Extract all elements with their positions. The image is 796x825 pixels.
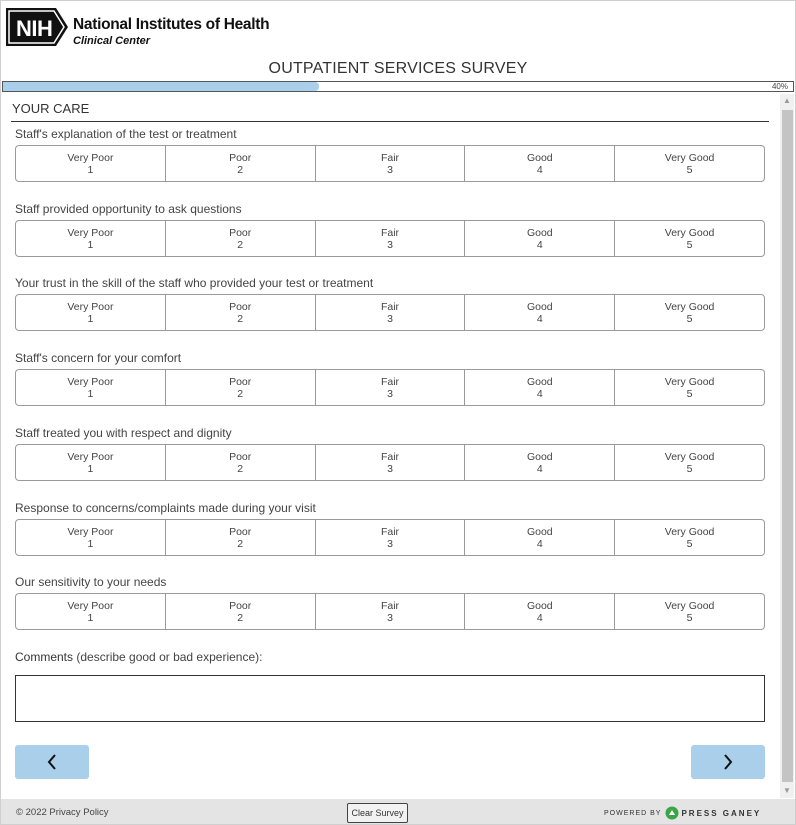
rating-option-label: Fair: [380, 525, 400, 538]
rating-option[interactable]: [315, 445, 465, 480]
press-ganey-logo-icon: [665, 806, 679, 820]
rating-option-label: Very Poor: [67, 375, 114, 388]
rating-option[interactable]: [165, 221, 315, 256]
rating-option-label: Poor: [229, 300, 252, 313]
rating-option-label: Fair: [380, 599, 400, 612]
survey-title: OUTPATIENT SERVICES SURVEY: [268, 60, 528, 77]
rating-scale: [15, 145, 765, 182]
question-item: [15, 127, 765, 182]
org-subtitle: Clinical Center: [73, 35, 151, 47]
rating-option-label: Fair: [380, 450, 400, 463]
rating-option[interactable]: [315, 295, 465, 330]
question-label: Response to concerns/complaints made during your visit: [15, 501, 316, 515]
question-label: Staff's explanation of the test or treatment: [15, 127, 237, 141]
rating-option-value: 2: [237, 537, 244, 550]
rating-option-value: 3: [387, 537, 393, 550]
powered-by: [604, 806, 761, 820]
rating-option-label: Poor: [229, 525, 252, 538]
rating-option-value: 2: [237, 312, 244, 325]
org-name: National Institutes of Health: [73, 16, 270, 33]
rating-scale: [15, 593, 765, 630]
rating-option-value: 4: [536, 537, 543, 550]
question-item: [15, 276, 765, 331]
rating-option-label: Very Good: [664, 525, 715, 538]
next-button[interactable]: [691, 745, 765, 779]
chevron-left-icon: [46, 753, 58, 771]
scroll-thumb[interactable]: [782, 110, 793, 782]
rating-option-label: Poor: [229, 375, 252, 388]
rating-option[interactable]: [614, 146, 764, 181]
rating-option-value: 5: [686, 537, 693, 550]
rating-option[interactable]: [16, 370, 165, 405]
rating-option-label: Very Good: [664, 300, 715, 313]
rating-option[interactable]: [464, 295, 614, 330]
rating-option-label: Fair: [380, 375, 400, 388]
rating-option[interactable]: [614, 445, 764, 480]
rating-option-value: 3: [387, 462, 393, 475]
rating-option[interactable]: [614, 221, 764, 256]
rating-option-label: Good: [526, 450, 553, 463]
rating-option-label: Good: [526, 375, 553, 388]
question-item: [15, 351, 765, 406]
scroll-down-icon[interactable]: ▼: [783, 786, 791, 795]
section-divider: [11, 121, 769, 122]
rating-option-label: Good: [526, 151, 553, 164]
rating-option-label: Poor: [229, 226, 252, 239]
rating-option-value: 4: [536, 462, 543, 475]
question-item: [15, 426, 765, 481]
rating-option[interactable]: [165, 370, 315, 405]
comments-label-rest: (describe good or bad experience):: [73, 650, 263, 664]
comments-label-bold: Comments: [15, 650, 74, 664]
rating-option-value: 4: [536, 312, 543, 325]
rating-option-label: Very Poor: [67, 525, 114, 538]
rating-option-value: 4: [536, 238, 543, 251]
comments-label: [15, 650, 262, 664]
rating-option-value: 2: [237, 238, 244, 251]
rating-option-label: Good: [526, 226, 553, 239]
previous-button[interactable]: [15, 745, 89, 779]
rating-option-value: 4: [536, 387, 543, 400]
rating-option-value: 2: [237, 611, 244, 624]
rating-option[interactable]: [16, 146, 165, 181]
privacy-policy-link[interactable]: © 2022 Privacy Policy: [16, 807, 109, 818]
rating-option-value: 1: [87, 387, 94, 400]
rating-option-value: 2: [237, 387, 244, 400]
progress-bar: [2, 81, 794, 92]
rating-option-value: 3: [387, 611, 393, 624]
rating-option-label: Very Good: [664, 450, 715, 463]
nih-logo-mark: [6, 7, 68, 47]
rating-option[interactable]: [16, 295, 165, 330]
rating-option[interactable]: [464, 594, 614, 629]
rating-option-label: Very Good: [664, 226, 715, 239]
rating-option-label: Very Poor: [67, 599, 114, 612]
rating-option-value: 5: [686, 462, 693, 475]
rating-option-label: Fair: [380, 226, 400, 239]
rating-option-label: Very Good: [664, 151, 715, 164]
rating-option-value: 5: [686, 312, 693, 325]
rating-option[interactable]: [614, 370, 764, 405]
rating-option[interactable]: [165, 295, 315, 330]
rating-option-label: Very Poor: [67, 450, 114, 463]
rating-option-label: Very Good: [664, 599, 715, 612]
rating-option-value: 5: [686, 611, 693, 624]
rating-option[interactable]: [315, 520, 465, 555]
question-item: [15, 575, 765, 630]
rating-option[interactable]: [464, 221, 614, 256]
rating-option-value: 2: [237, 163, 244, 176]
rating-option[interactable]: [614, 520, 764, 555]
rating-scale: [15, 369, 765, 406]
rating-option-value: 3: [387, 163, 393, 176]
rating-option[interactable]: [464, 146, 614, 181]
question-label: Staff provided opportunity to ask questions: [15, 202, 242, 216]
question-label: Staff's concern for your comfort: [15, 351, 182, 365]
rating-option[interactable]: [165, 594, 315, 629]
chevron-right-icon: [722, 753, 734, 771]
section-title: YOUR CARE: [12, 101, 90, 116]
rating-option[interactable]: [315, 594, 465, 629]
rating-scale: [15, 519, 765, 556]
rating-option-value: 1: [87, 537, 94, 550]
rating-option-label: Fair: [380, 151, 400, 164]
rating-option-label: Very Poor: [67, 300, 114, 313]
question-label: Your trust in the skill of the staff who provided your test or treatment: [15, 276, 374, 290]
nih-logo-text: NIH: [16, 16, 53, 41]
rating-option-value: 1: [87, 611, 94, 624]
rating-option[interactable]: [614, 295, 764, 330]
rating-option-value: 3: [387, 387, 393, 400]
rating-option-value: 5: [686, 163, 693, 176]
rating-option-label: Very Poor: [67, 151, 114, 164]
rating-option-value: 5: [686, 238, 693, 251]
rating-option[interactable]: [315, 370, 465, 405]
footer: [1, 799, 795, 824]
rating-option[interactable]: [16, 594, 165, 629]
rating-option[interactable]: [315, 146, 465, 181]
rating-option-value: 4: [536, 611, 543, 624]
rating-scale: [15, 220, 765, 257]
rating-option[interactable]: [315, 221, 465, 256]
clear-survey-button[interactable]: Clear Survey: [347, 803, 408, 823]
vertical-scrollbar[interactable]: [780, 94, 794, 798]
rating-option[interactable]: [464, 520, 614, 555]
rating-option-value: 1: [87, 238, 94, 251]
powered-by-label: POWERED BY: [604, 809, 662, 817]
progress-label: 40%: [771, 82, 788, 91]
question-item: [15, 202, 765, 257]
rating-option[interactable]: [464, 445, 614, 480]
rating-option-value: 2: [237, 462, 244, 475]
question-label: Staff treated you with respect and dignity: [15, 426, 232, 440]
rating-option-value: 5: [686, 387, 693, 400]
rating-option-value: 3: [387, 312, 393, 325]
rating-option-value: 1: [87, 312, 94, 325]
rating-option-value: 3: [387, 238, 393, 251]
rating-option-label: Fair: [380, 300, 400, 313]
rating-option[interactable]: [16, 520, 165, 555]
rating-option[interactable]: [614, 594, 764, 629]
rating-scale: [15, 294, 765, 331]
rating-option[interactable]: [16, 221, 165, 256]
question-label: Our sensitivity to your needs: [15, 575, 167, 589]
rating-option-label: Poor: [229, 599, 252, 612]
question-item: [15, 501, 765, 556]
rating-option-label: Poor: [229, 151, 252, 164]
rating-option-label: Very Good: [664, 375, 715, 388]
rating-option-label: Good: [526, 300, 553, 313]
comments-field[interactable]: [15, 675, 765, 722]
rating-option-value: 1: [87, 462, 94, 475]
scroll-up-icon[interactable]: ▲: [783, 96, 791, 105]
rating-option[interactable]: [165, 146, 315, 181]
rating-option[interactable]: [464, 370, 614, 405]
rating-option-value: 1: [87, 163, 94, 176]
rating-option-label: Good: [526, 599, 553, 612]
rating-option-label: Poor: [229, 450, 252, 463]
rating-option[interactable]: [16, 445, 165, 480]
rating-option-label: Good: [526, 525, 553, 538]
rating-option-value: 4: [536, 163, 543, 176]
press-ganey-brand: PRESS GANEY: [681, 808, 762, 818]
rating-scale: [15, 444, 765, 481]
rating-option-label: Very Poor: [67, 226, 114, 239]
progress-fill: [3, 82, 319, 91]
nih-logo: [6, 7, 269, 49]
rating-option[interactable]: [165, 520, 315, 555]
rating-option[interactable]: [165, 445, 315, 480]
